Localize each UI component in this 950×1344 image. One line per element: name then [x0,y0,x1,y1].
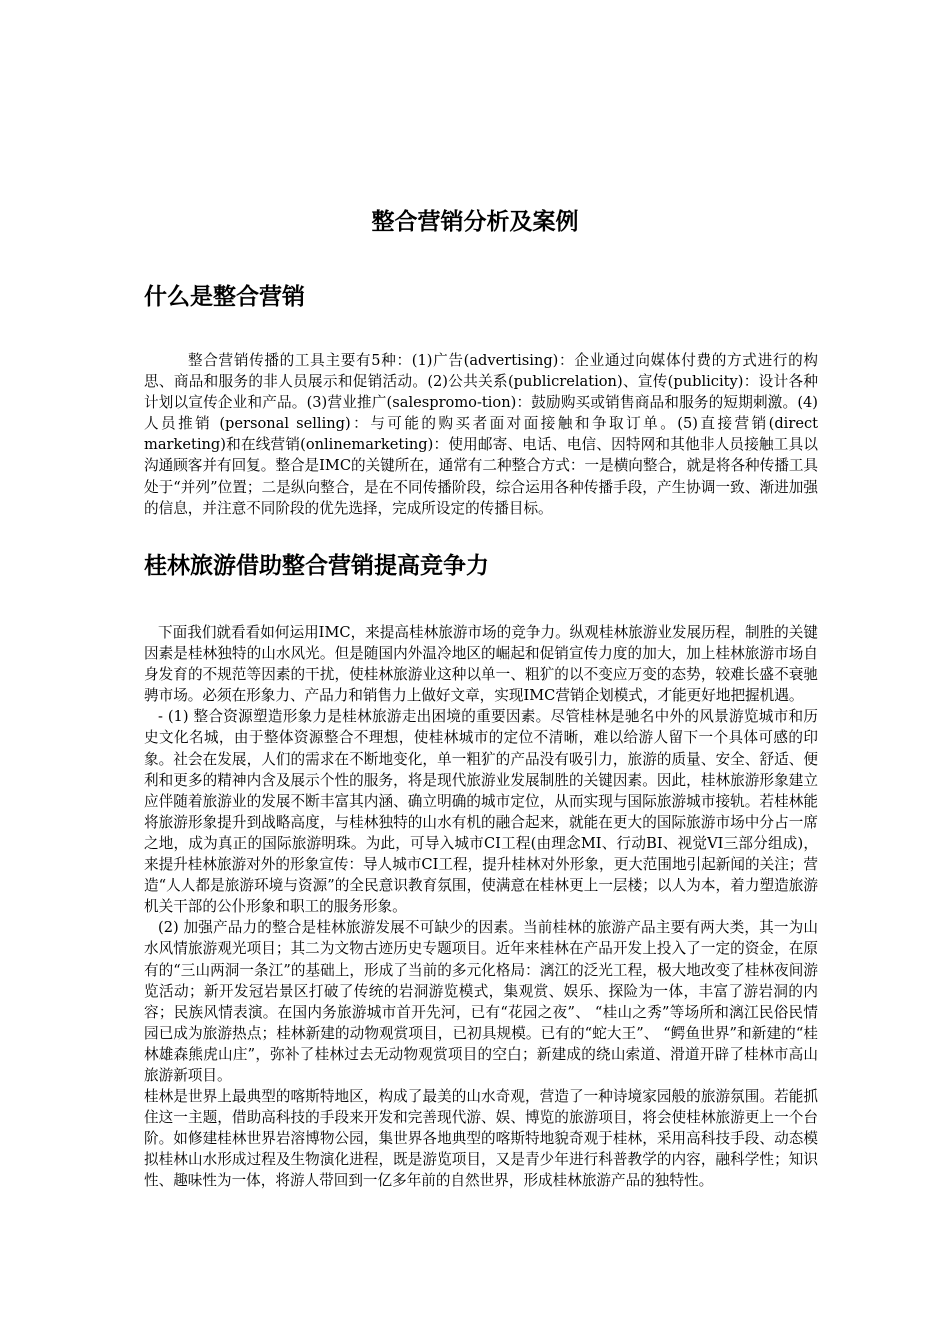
paragraph-imc-tools: 整合营销传播的工具主要有5种：(1)广告(advertising)：企业通过向媒体付费的方式进行的构思、商品和服务的非人员展示和促销活动。(2)公共关系(publicrelation)、宣传(publicity)：设计各种计划以宣传企业和产品。(3)营业推广(salespromo-tion)：鼓励购买或销售商品和服务的短期刺激。(4)人员推销 (personal selling)：与可能的购买者面对面接触和争取订单。(5)直接营销(direct marketing)和在线营销(onlinemarketing)：使用邮寄、电话、电信、因特网和其他非人员接触工具以沟通顾客并有回复。整合是IMC的关键所在，通常有二种整合方式：一是横向整合，就是将各种传播工具处于“并列”位置；二是纵向整合，是在不同传播阶段，综合运用各种传播手段，产生协调一致、渐进加强的信息，并注意不同阶段的优先选择，完成所设定的传播目标。 [144,352,819,517]
paragraph-product-power: (2) 加强产品力的整合是桂林旅游发展不可缺少的因素。当前桂林的旅游产品主要有两大类，其一为山水风情旅游观光项目；其二为文物古迹历史专题项目。近年来桂林在产品开发上投入了一定的资金，在原有的“三山两洞一条江”的基础上，形成了当前的多元化格局：漓江的泛光工程，极大地改变了桂林夜间游览活动；新开发冠岩景区打破了传统的岩洞游览模式，集观赏、娱乐、探险为一体，丰富了游岩洞的内容；民族风情表演。在国内务旅游城市首开先河，已有“花园之夜”、 “桂山之秀”等场所和漓江民俗民情园已成为旅游热点；桂林新建的动物观赏项目，已初具规模。已有的“蛇大王”、 “鳄鱼世界”和新建的“桂林雄森熊虎山庄”，弥补了桂林过去无动物观赏项目的空白；新建成的绕山索道、滑道开辟了桂林市高山旅游新项目。 [144,919,818,1084]
paragraph-karst-theme: 桂林是世界上最典型的喀斯特地区，构成了最美的山水奇观，营造了一种诗境家园般的旅游氛围。若能抓住这一主题，借助高科技的手段来开发和完善现代游、娱、博览的旅游项目，将会使桂林旅游更上一个台阶。如修建桂林世界岩溶博物公园，集世界各地典型的喀斯特地貌奇观于桂林，采用高科技手段、动态模拟桂林山水形成过程及生物演化进程，既是游览项目，又是青少年进行科普教学的内容，融科学性；知识性、趣味性为一体，将游人带回到一亿多年前的自然世界，形成桂林旅游产品的独特性。 [144,1088,818,1190]
section-body-guilin-tourism [144,622,818,1192]
section-heading-guilin-tourism: 桂林旅游借助整合营销提高竞争力 [144,553,489,579]
paragraph-intro: 下面我们就看看如何运用IMC，来提高桂林旅游市场的竞争力。纵观桂林旅游业发展历程，制胜的关键因素是桂林独特的山水风光。但是随国内外温冷地区的崛起和促销宣传力度的加大，加上桂林旅游市场自身发育的不规范等因素的干扰，使桂林旅游业这种以单一、粗犷的以不变应万变的态势，较难长盛不衰驰骋市场。必须在形象力、产品力和销售力上做好文章，实现IMC营销企划模式，才能更好地把握机遇。 [144,624,818,705]
section-body-what-is-imc [144,350,818,519]
paragraph-image-power: - (1) 整合资源塑造形象力是桂林旅游走出困境的重要因素。尽管桂林是驰名中外的风景游览城市和历史文化名城，由于整体资源整合不理想，使桂林城市的定位不清晰，难以给游人留下一个具体可感的印象。社会在发展，人们的需求在不断地变化，单一粗犷的产品没有吸引力，旅游的质量、安全、舒适、便利和更多的精神内含及展示个性的服务，将是现代旅游业发展制胜的关键因素。因此，桂林旅游形象建立应伴随着旅游业的发展不断丰富其内涵、确立明确的城市定位，从而实现与国际旅游城市接轨。若桂林能将旅游形象提升到战略高度，与桂林独特的山水有机的融合起来，就能在更大的国际旅游市场中分占一席之地，成为真正的国际旅游明珠。为此，可导入城市CI工程(由理念MI、行动BI、视觉VI三部分组成)，来提升桂林旅游对外的形象宣传：导人城市CI工程，提升桂林对外形象，更大范围地引起新闻的关注；营造“人人都是旅游环境与资源”的全民意识教育氛围，使满意在桂林更上一层楼；以人为本，着力塑造旅游机关干部的公仆形象和职工的服务形象。 [144,708,818,916]
document-title: 整合营销分析及案例 [371,209,579,235]
section-heading-what-is-imc: 什么是整合营销 [144,284,305,310]
